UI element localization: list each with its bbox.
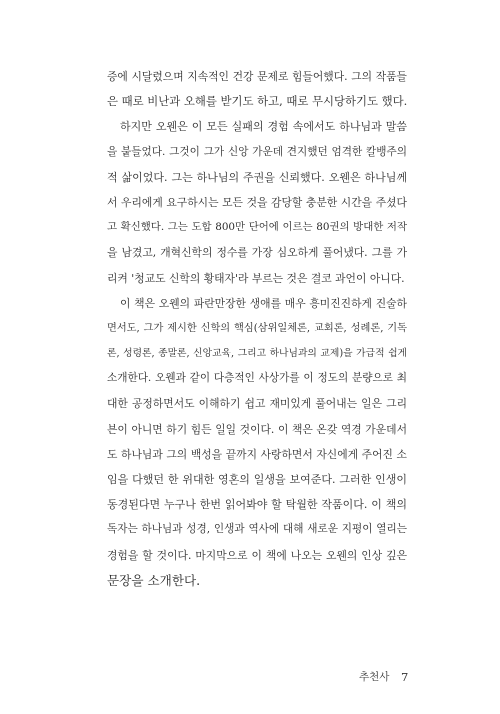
text-line: 븐이 아니면 하기 힘든 일일 것이다. 이 책은 온갖 역경 가운데서 bbox=[107, 422, 407, 436]
text-line: 독자는 하나님과 성경, 인생과 역사에 대해 새로운 지평이 열리는 bbox=[107, 523, 407, 536]
text-line: 문장을 소개한다. bbox=[107, 572, 201, 588]
page-number: 7 bbox=[401, 670, 409, 684]
text-line: 도 하나님과 그의 백성을 끝까지 사랑하면서 자신에게 주어진 소 bbox=[107, 447, 407, 461]
paragraph-start-line: 하지만 오웬은 이 모든 실패의 경험 속에서도 하나님과 말씀 bbox=[120, 120, 407, 134]
text-line: 론, 성령론, 종말론, 신앙교육, 그리고 하나님과의 교제)을 가급적 쉽게 bbox=[107, 348, 407, 360]
text-line: 은 때로 비난과 오해를 받기도 하고, 때로 무시당하기도 했다. bbox=[107, 94, 408, 109]
paragraph-start-line: 이 책은 오웬의 파란만장한 생애를 매우 흥미진진하게 진술하 bbox=[120, 296, 407, 310]
page-footer bbox=[0, 669, 500, 685]
text-line: 소개한다. 오웬과 같이 다층적인 사상가를 이 정도의 분량으로 최 bbox=[107, 372, 407, 385]
text-line: 증에 시달렸으며 지속적인 건강 문제로 힘들어했다. 그의 작품들 bbox=[107, 70, 407, 83]
text-line: 대한 공정하면서도 이해하기 쉽고 재미있게 풀어내는 일은 그리 bbox=[107, 397, 407, 411]
text-line: 리켜 '청교도 신학의 황태자'라 부르는 것은 결코 과언이 아니다. bbox=[107, 271, 405, 285]
text-line: 을 붙들었다. 그것이 그가 신앙 가운데 견지했던 엄격한 칼뱅주의 bbox=[107, 145, 407, 158]
text-line: 고 확신했다. 그는 도합 800만 단어에 이르는 80권의 방대한 저작 bbox=[107, 221, 407, 234]
text-line: 동경된다면 누구나 한번 읽어봐야 할 탁월한 작품이다. 이 책의 bbox=[107, 498, 407, 512]
section-label: 추천사 bbox=[359, 671, 390, 683]
text-line: 임을 다했던 한 위대한 영혼의 일생을 보여준다. 그러한 인생이 bbox=[107, 473, 407, 486]
text-line: 경험을 할 것이다. 마지막으로 이 책에 나오는 오웬의 인상 깊은 bbox=[107, 548, 407, 562]
body-text bbox=[107, 64, 407, 593]
text-line: 적 삶이었다. 그는 하나님의 주권을 신뢰했다. 오웬은 하나님께 bbox=[107, 170, 407, 184]
text-line: 서 우리에게 요구하시는 모든 것을 감당할 충분한 시간을 주셨다 bbox=[107, 195, 407, 209]
text-line: 면서도, 그가 제시한 신학의 핵심(삼위일체론, 교회론, 성례론, 기독 bbox=[107, 322, 407, 334]
text-line: 을 남겼고, 개혁신학의 정수를 가장 심오하게 풀어냈다. 그를 가 bbox=[107, 246, 407, 260]
